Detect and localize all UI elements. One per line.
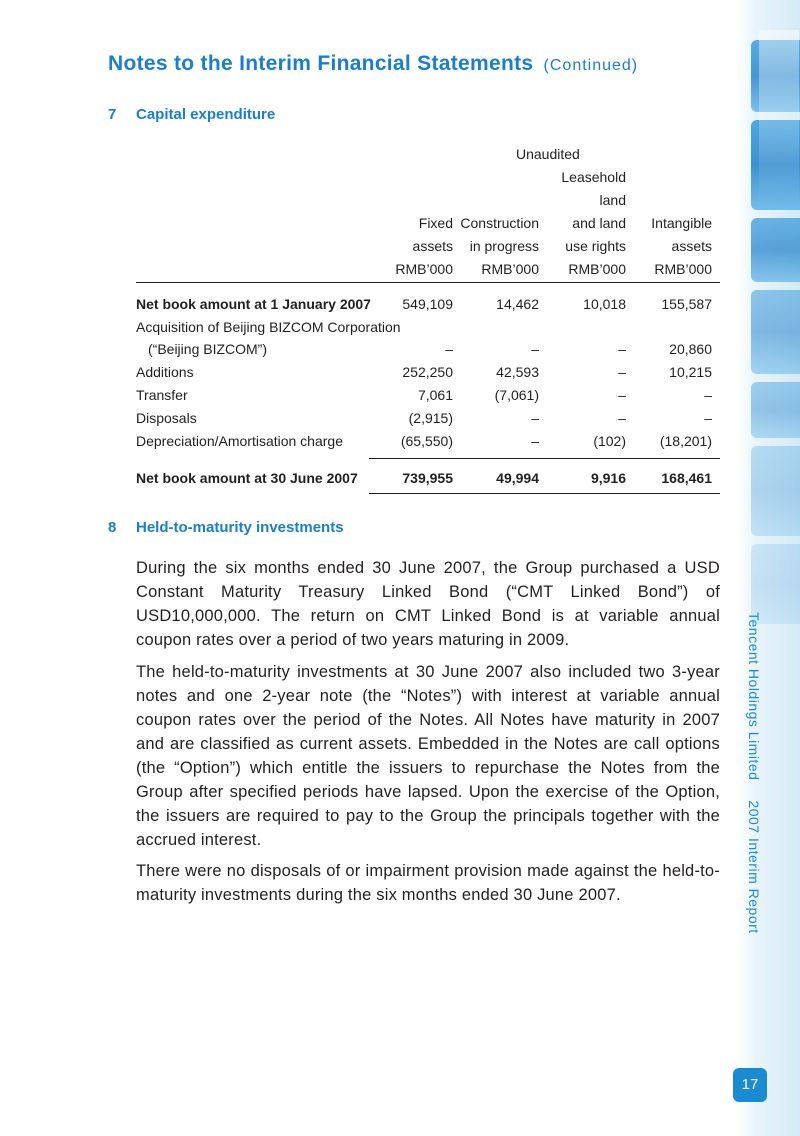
section-heading-7: [108, 106, 275, 123]
subtotal-rule: [369, 458, 720, 459]
table-row: Net book amount at 1 January 2007 549,109 14,462 10,018 155,587: [136, 296, 712, 312]
column-header-leasehold-land: Leasehold land and land use rights RMB’000: [561, 169, 626, 277]
table-row: Disposals (2,915) – – –: [136, 410, 712, 426]
paragraph: The held-to-maturity investments at 30 June 2007 also included two 3-year notes and one 2-year note (the “Notes”) with interest at variable annual coupon rates over the period of the Notes. All Notes have maturity in 2007 and are classified as current assets. Embedded in the Notes are call options (the “Option”) which entitle the issuers to repurchase the Notes from the Group after specified periods have lapsed. Upon the exercise of the Option, the issuers are required to pay to the Group the principals together with the accrued interest.: [136, 663, 720, 849]
column-header-intangible-assets: Intangible assets RMB’000: [651, 215, 712, 277]
table-total-row: Net book amount at 30 June 2007 739,955 49,994 9,916 168,461: [136, 470, 712, 486]
section-heading-8: [108, 519, 344, 536]
decorative-glare: [759, 30, 799, 210]
table-row: Acquisition of Beijing BIZCOM Corporation: [136, 319, 401, 335]
column-header-fixed-assets: Fixed assets RMB’000: [395, 215, 453, 277]
sidebar-report: 2007 Interim Report: [746, 800, 762, 934]
table-row: Transfer 7,061 (7,061) – –: [136, 387, 712, 403]
page-title: [108, 52, 638, 76]
page-title-text: Notes to the Interim Financial Statements: [108, 52, 534, 75]
section-title: Capital expenditure: [136, 106, 276, 123]
page-number: 17: [733, 1068, 767, 1102]
decorative-side-strip: [737, 0, 800, 1136]
paragraph: There were no disposals of or impairment provision made against the held-to-maturity investments during the six months ended 30 June 2007.: [136, 862, 720, 904]
sidebar-running-title: [746, 612, 762, 934]
page-title-continued: (Continued): [543, 57, 639, 74]
decorative-block: [751, 446, 800, 536]
section-number: 8: [108, 519, 117, 536]
section-number: 7: [108, 106, 117, 123]
table-row: (“Beijing BIZCOM”) – – – 20,860: [148, 341, 712, 357]
sidebar-company: Tencent Holdings Limited: [746, 612, 762, 781]
decorative-block: [751, 218, 800, 282]
total-rule: [369, 493, 720, 494]
table-row: Depreciation/Amortisation charge (65,550) – (102) (18,201): [136, 433, 712, 449]
table-row: Additions 252,250 42,593 – 10,215: [136, 364, 712, 380]
section-title: Held-to-maturity investments: [136, 519, 344, 536]
paragraph: During the six months ended 30 June 2007, the Group purchased a USD Constant Maturity Treasury Linked Bond (“CMT Linked Bond”) of USD10,000,000. The return on CMT Linked Bond is at variable annual coupon rates over a period of two years maturing in 2009.: [136, 559, 720, 649]
decorative-block: [751, 382, 800, 438]
table-group-header: Unaudited: [516, 146, 580, 162]
column-header-construction: Construction in progress RMB’000: [460, 215, 539, 277]
header-rule: [136, 282, 720, 283]
decorative-block: [751, 290, 800, 374]
